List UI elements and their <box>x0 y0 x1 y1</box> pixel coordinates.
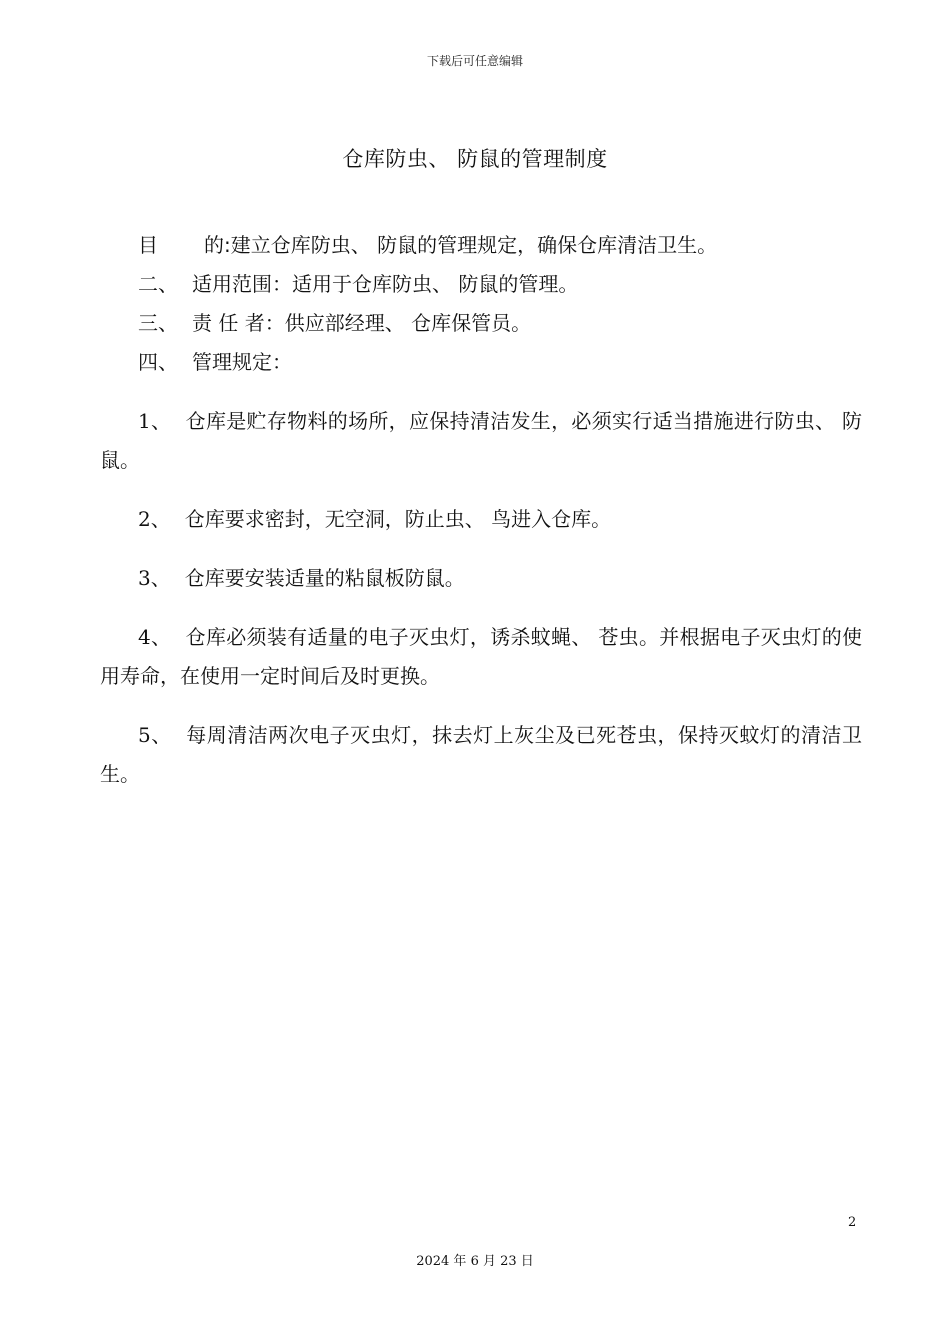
purpose-text: 建立仓库防虫、 防鼠的管理规定，确保仓库清洁卫生。 <box>230 233 718 257</box>
document-title: 仓库防虫、 防鼠的管理制度 <box>342 147 608 171</box>
rules-line <box>100 343 862 382</box>
list-item <box>100 500 862 539</box>
purpose-label-a: 目 <box>138 233 158 257</box>
item-text: 仓库必须装有适量的电子灭虫灯，诱杀蚊蝇、 苍虫。并根据电子灭虫灯的使用寿命，在使用一定时间后及时更换。 <box>100 625 863 688</box>
rules-label: 四、 <box>138 350 178 374</box>
responsibility-label: 三、 <box>138 311 178 335</box>
list-item <box>100 559 862 598</box>
item-number: 2、 <box>138 507 171 531</box>
list-item <box>100 618 862 696</box>
purpose-line <box>100 226 862 265</box>
list-item <box>100 402 862 480</box>
rules-text: 管理规定： <box>192 350 292 374</box>
item-number: 5、 <box>138 723 172 747</box>
item-text: 仓库要求密封，无空洞，防止虫、 鸟进入仓库。 <box>184 507 612 531</box>
responsibility-text: 责 任 者：供应部经理、 仓库保管员。 <box>192 311 532 335</box>
item-number: 3、 <box>138 566 171 590</box>
page-header-note: 下载后可任意编辑 <box>426 54 523 68</box>
footer-date: 2024 年 6 月 23 日 <box>416 1254 534 1269</box>
page-number: 2 <box>848 1215 857 1230</box>
item-number: 4、 <box>138 625 172 649</box>
document-body <box>100 226 862 814</box>
item-text: 仓库是贮存物料的场所，应保持清洁发生，必须实行适当措施进行防虫、 防鼠。 <box>100 409 863 472</box>
scope-text: 适用范围：适用于仓库防虫、 防鼠的管理。 <box>192 272 579 296</box>
scope-label: 二、 <box>138 272 178 296</box>
responsibility-line <box>100 304 862 343</box>
item-text: 仓库要安装适量的粘鼠板防鼠。 <box>184 566 465 590</box>
scope-line <box>100 265 862 304</box>
list-item <box>100 716 862 794</box>
purpose-label-b: 的: <box>204 233 231 257</box>
item-number: 1、 <box>138 409 172 433</box>
item-text: 每周清洁两次电子灭虫灯，抹去灯上灰尘及已死苍虫，保持灭蚊灯的清洁卫生。 <box>100 723 862 786</box>
